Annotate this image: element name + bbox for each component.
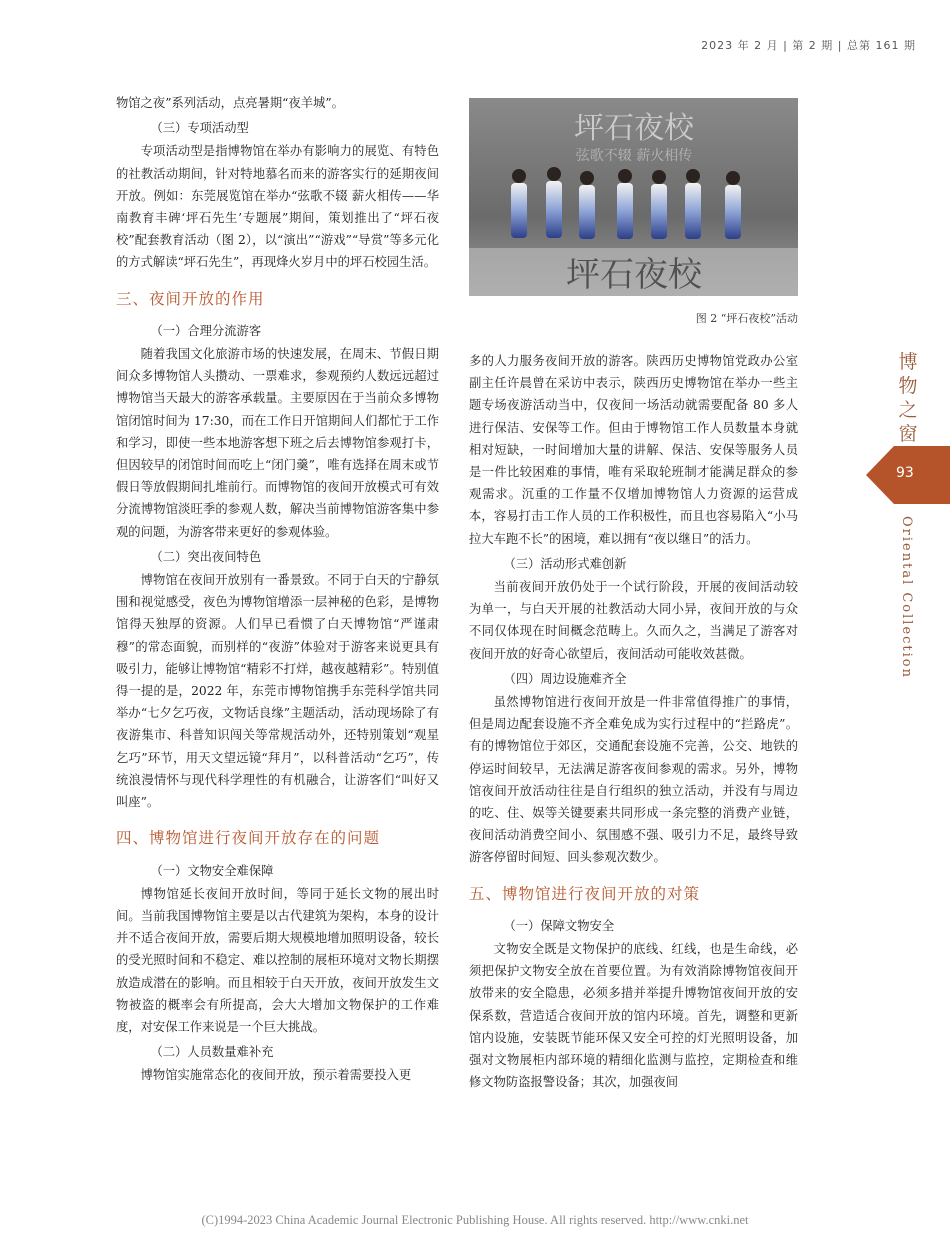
- sidebar-title-char: 博: [898, 351, 918, 373]
- sidebar-title-char: 之: [898, 399, 918, 421]
- paragraph: 随着我国文化旅游市场的快速发展，在周末、节假日期间众多博物馆人头攒动、一票难求，参观预约人数远远超过博物馆当天最大的游客承载量。主要原因在于当前众多博物馆闭馆时间为 17:30，而在工作日开馆期间人们都忙于工作和学习，即使一些本地游客想下班之后去博物馆参观打卡，但因较早的闭馆时间而吃上“闭门羹”，唯有选择在周末或节假日等放假期间扎堆前行。而博物馆的夜间开放模式可有效分流博物馆淡旺季的参观人数，解决当前博物馆游客集中参观的问题，为游客带来更好的参观体验。: [116, 347, 439, 539]
- subheading: （二）突出夜间特色: [150, 549, 262, 564]
- page-number-tab: [866, 446, 950, 504]
- issue-header: 2023 年 2 月 | 第 2 期 | 总第 161 期: [701, 39, 916, 52]
- sub-banner-text: 弦歌不辍 薪火相传: [575, 148, 693, 164]
- subheading: （四）周边设施难齐全: [503, 671, 627, 686]
- figure-caption: 图 2 “坪石夜校”活动: [695, 312, 798, 325]
- journal-latin-name: Oriental Collection: [899, 516, 914, 680]
- photo-illustration: [469, 98, 798, 296]
- page-number: 93: [896, 465, 914, 481]
- subheading: （一）保障文物安全: [503, 918, 615, 933]
- subheading: （二）人员数量难补充: [150, 1045, 274, 1060]
- section-heading: 三、夜间开放的作用: [116, 289, 265, 308]
- subheading: （三）活动形式难创新: [503, 556, 627, 571]
- paragraph: 当前夜间开放仍处于一个试行阶段，开展的夜间活动较为单一，与白天开展的社教活动大同小异，夜间开放的与众不同仅体现在时间概念范畴上。久而久之，当满足了游客对夜间开放的好奇心欲望后，夜间活动可能收效甚微。: [469, 580, 798, 661]
- paragraph: 文物安全既是文物保护的底线、红线，也是生命线，必须把保护文物安全放在首要位置。为有效消除博物馆夜间开放带来的安全隐患，必须多措并举提升博物馆夜间开放的安保系数，营造适合夜间开放的馆内环境。首先，调整和更新馆内设施，安装既节能环保又安全可控的灯光照明设备，加强对文物展柜内部环境的精细化监测与监控，定期检查和维修文物防盗报警设备；其次，加强夜间: [469, 942, 798, 1090]
- paragraph: 多的人力服务夜间开放的游客。陕西历史博物馆党政办公室副主任许晨曾在采访中表示，陕西历史博物馆在举办一些主题专场夜游活动当中，仅夜间一场活动就需要配备 80 多人进行保洁、安保等工作。但由于博物馆工作人员数量本身就相对短缺，一时间增加大量的讲解、保洁、安保等服务人员是一件比较困难的事情，唯有采取轮班制才能满足群众的参观需求。沉重的工作量不仅增加博物馆人力资源的运营成本，容易打击工作人员的工作积极性，而且也容易陷入“小马拉大车跑不长”的困境，难以拥有“夜以继日”的活力。: [469, 354, 798, 546]
- journal-name-vertical: [896, 516, 918, 680]
- left-column: [116, 92, 439, 1087]
- paragraph: 博物馆延长夜间开放时间，等同于延长文物的展出时间。当前我国博物馆主要是以古代建筑为架构，本身的设计并不适合夜间开放，需要后期大规模地增加照明设备，较长的受光照时间和不稳定、难以控制的展柜环境对文物长期摆放造成潜在的影响。而且相较于白天开放，夜间开放发生文物被盗的概率会有所提高，会大大增加文物保护的工作难度，对安保工作来说是一个巨大挑战。: [116, 886, 439, 1034]
- subheading: （三）专项活动型: [150, 121, 249, 136]
- sidebar-title-char: 窗: [898, 423, 918, 445]
- right-column: [469, 350, 798, 1094]
- sidebar-title: [896, 350, 920, 446]
- paragraph: 博物馆在夜间开放别有一番景致。不同于白天的宁静氛围和视觉感受，夜色为博物馆增添一层神秘的色彩，是博物馆得天独厚的资源。人们早已看惯了白天博物馆“严谨肃穆”的常态面貌，而别样的“夜游”体验对于游客来说更具有吸引力，能够让博物馆“精彩不打烊，越夜越精彩”。特别值得一提的是，2022 年，东莞市博物馆携手东莞科学馆共同举办“七夕乞巧夜，文物话良缘”主题活动，活动现场除了有夜游集市、科普知识闯关等常规活动外，还特别策划“观星乞巧”环节，用天文望远镜“拜月”，以科普活动“乞巧”，传统浪漫情怀与现代科学理性的有机融合，让游客们“叫好又叫座”。: [116, 573, 439, 810]
- paragraph: 虽然博物馆进行夜间开放是一件非常值得推广的事情，但是周边配套设施不齐全难免成为实行过程中的“拦路虎”。有的博物馆位于郊区，交通配套设施不完善，公交、地铁的停运时间较早，无法满足游客夜间参观的需求。另外，博物馆夜间开放活动往往是自行组织的独立活动，并没有与周边的吃、住、娱等关键要素共同形成一条完整的消费产业链，夜间活动消费空间小、氛围感不强、吸引力不足，最终导致游客停留时间短、回头参观次数少。: [469, 695, 798, 865]
- sidebar-title-char: 物: [898, 375, 918, 397]
- paragraph: 博物馆实施常态化的夜间开放，预示着需要投入更: [140, 1068, 412, 1083]
- subheading: （一）合理分流游客: [150, 323, 262, 338]
- paragraph: 专项活动型是指博物馆在举办有影响力的展览、有特色的社教活动期间，针对特地慕名而来的游客实行的延期夜间开放。例如：东莞展览馆在举办“弦歌不辍 薪火相传——华南教育丰碑‘坪石先生’专题展”期间，策划推出了“坪石夜校”配套教育活动（图 2），以“演出”“游戏”“导赏”等多元化的方式解读“坪石先生”，再现烽火岁月中的坪石校园生活。: [116, 144, 439, 270]
- subheading: （一）文物安全难保障: [150, 863, 274, 878]
- figure-photo: [469, 98, 798, 296]
- section-heading: 四、博物馆进行夜间开放存在的问题: [116, 829, 381, 848]
- banner-text: 坪石夜校: [574, 111, 694, 146]
- copyright-footer: (C)1994-2023 China Academic Journal Electronic Publishing House. All rights reserved. http://www.cnki.net: [201, 1213, 749, 1227]
- section-heading: 五、博物馆进行夜间开放的对策: [469, 884, 701, 903]
- floor-banner-text: 坪石夜校: [566, 255, 702, 295]
- paragraph: 物馆之夜”系列活动，点亮暑期“夜羊城”。: [116, 96, 344, 110]
